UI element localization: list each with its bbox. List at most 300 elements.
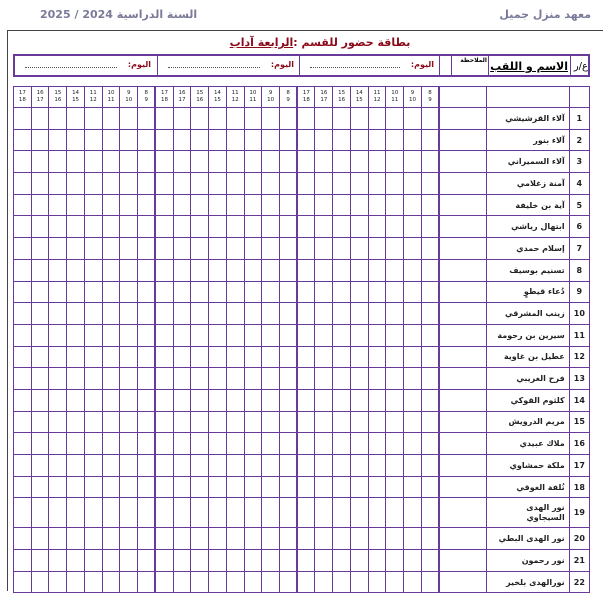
attendance-cell[interactable] bbox=[297, 129, 315, 151]
attendance-cell[interactable] bbox=[191, 173, 209, 195]
attendance-cell[interactable] bbox=[297, 389, 315, 411]
attendance-cell[interactable] bbox=[191, 129, 209, 151]
attendance-cell[interactable] bbox=[14, 476, 32, 498]
attendance-cell[interactable] bbox=[31, 303, 49, 325]
attendance-cell[interactable] bbox=[315, 368, 333, 390]
attendance-cell[interactable] bbox=[14, 528, 32, 550]
attendance-cell[interactable] bbox=[297, 108, 315, 130]
attendance-cell[interactable] bbox=[262, 346, 280, 368]
attendance-cell[interactable] bbox=[404, 216, 422, 238]
attendance-cell[interactable] bbox=[84, 324, 102, 346]
attendance-cell[interactable] bbox=[262, 368, 280, 390]
attendance-cell[interactable] bbox=[262, 173, 280, 195]
attendance-cell[interactable] bbox=[173, 281, 191, 303]
attendance-cell[interactable] bbox=[333, 346, 351, 368]
attendance-cell[interactable] bbox=[49, 368, 67, 390]
attendance-cell[interactable] bbox=[49, 389, 67, 411]
attendance-cell[interactable] bbox=[191, 368, 209, 390]
attendance-cell[interactable] bbox=[173, 259, 191, 281]
attendance-cell[interactable] bbox=[350, 498, 368, 528]
attendance-cell[interactable] bbox=[226, 238, 244, 260]
attendance-cell[interactable] bbox=[244, 173, 262, 195]
attendance-cell[interactable] bbox=[173, 411, 191, 433]
attendance-cell[interactable] bbox=[84, 550, 102, 572]
attendance-cell[interactable] bbox=[173, 303, 191, 325]
attendance-cell[interactable] bbox=[350, 173, 368, 195]
attendance-cell[interactable] bbox=[244, 550, 262, 572]
attendance-cell[interactable] bbox=[84, 194, 102, 216]
day-field-2[interactable] bbox=[157, 56, 300, 75]
day-field-1[interactable] bbox=[299, 56, 440, 75]
attendance-cell[interactable] bbox=[315, 238, 333, 260]
attendance-cell[interactable] bbox=[404, 324, 422, 346]
attendance-cell[interactable] bbox=[102, 173, 120, 195]
attendance-cell[interactable] bbox=[368, 151, 386, 173]
attendance-cell[interactable] bbox=[84, 173, 102, 195]
attendance-cell[interactable] bbox=[280, 433, 298, 455]
attendance-cell[interactable] bbox=[138, 281, 156, 303]
attendance-cell[interactable] bbox=[84, 281, 102, 303]
note-cell[interactable] bbox=[439, 455, 486, 477]
attendance-cell[interactable] bbox=[49, 129, 67, 151]
note-cell[interactable] bbox=[439, 259, 486, 281]
attendance-cell[interactable] bbox=[31, 216, 49, 238]
attendance-cell[interactable] bbox=[421, 368, 439, 390]
attendance-cell[interactable] bbox=[244, 411, 262, 433]
attendance-cell[interactable] bbox=[404, 476, 422, 498]
attendance-cell[interactable] bbox=[315, 498, 333, 528]
attendance-cell[interactable] bbox=[102, 476, 120, 498]
attendance-cell[interactable] bbox=[315, 389, 333, 411]
attendance-cell[interactable] bbox=[297, 303, 315, 325]
attendance-cell[interactable] bbox=[138, 151, 156, 173]
attendance-cell[interactable] bbox=[386, 238, 404, 260]
attendance-cell[interactable] bbox=[280, 129, 298, 151]
attendance-cell[interactable] bbox=[120, 129, 138, 151]
attendance-cell[interactable] bbox=[155, 238, 173, 260]
attendance-cell[interactable] bbox=[209, 498, 227, 528]
attendance-cell[interactable] bbox=[350, 129, 368, 151]
attendance-cell[interactable] bbox=[173, 108, 191, 130]
attendance-cell[interactable] bbox=[138, 129, 156, 151]
attendance-cell[interactable] bbox=[368, 498, 386, 528]
attendance-cell[interactable] bbox=[244, 259, 262, 281]
note-cell[interactable] bbox=[439, 324, 486, 346]
attendance-cell[interactable] bbox=[14, 389, 32, 411]
attendance-cell[interactable] bbox=[49, 433, 67, 455]
note-cell[interactable] bbox=[439, 368, 486, 390]
attendance-cell[interactable] bbox=[14, 324, 32, 346]
attendance-cell[interactable] bbox=[315, 108, 333, 130]
attendance-cell[interactable] bbox=[244, 108, 262, 130]
attendance-cell[interactable] bbox=[386, 498, 404, 528]
attendance-cell[interactable] bbox=[386, 108, 404, 130]
attendance-cell[interactable] bbox=[14, 550, 32, 572]
attendance-cell[interactable] bbox=[102, 194, 120, 216]
attendance-cell[interactable] bbox=[280, 476, 298, 498]
attendance-cell[interactable] bbox=[209, 173, 227, 195]
attendance-cell[interactable] bbox=[297, 498, 315, 528]
attendance-cell[interactable] bbox=[421, 173, 439, 195]
attendance-cell[interactable] bbox=[155, 411, 173, 433]
attendance-cell[interactable] bbox=[333, 129, 351, 151]
attendance-cell[interactable] bbox=[244, 194, 262, 216]
attendance-cell[interactable] bbox=[120, 108, 138, 130]
attendance-cell[interactable] bbox=[155, 151, 173, 173]
attendance-cell[interactable] bbox=[102, 528, 120, 550]
attendance-cell[interactable] bbox=[191, 528, 209, 550]
attendance-cell[interactable] bbox=[102, 346, 120, 368]
attendance-cell[interactable] bbox=[31, 346, 49, 368]
attendance-cell[interactable] bbox=[102, 324, 120, 346]
note-cell[interactable] bbox=[439, 528, 486, 550]
attendance-cell[interactable] bbox=[14, 216, 32, 238]
attendance-cell[interactable] bbox=[404, 259, 422, 281]
attendance-cell[interactable] bbox=[209, 108, 227, 130]
attendance-cell[interactable] bbox=[173, 324, 191, 346]
attendance-cell[interactable] bbox=[191, 389, 209, 411]
note-cell[interactable] bbox=[439, 173, 486, 195]
attendance-cell[interactable] bbox=[350, 108, 368, 130]
attendance-cell[interactable] bbox=[297, 324, 315, 346]
attendance-cell[interactable] bbox=[67, 259, 85, 281]
attendance-cell[interactable] bbox=[315, 433, 333, 455]
attendance-cell[interactable] bbox=[155, 194, 173, 216]
attendance-cell[interactable] bbox=[155, 550, 173, 572]
attendance-cell[interactable] bbox=[226, 346, 244, 368]
attendance-cell[interactable] bbox=[138, 238, 156, 260]
attendance-cell[interactable] bbox=[262, 281, 280, 303]
attendance-cell[interactable] bbox=[404, 411, 422, 433]
attendance-cell[interactable] bbox=[209, 151, 227, 173]
attendance-cell[interactable] bbox=[31, 173, 49, 195]
attendance-cell[interactable] bbox=[262, 498, 280, 528]
attendance-cell[interactable] bbox=[280, 368, 298, 390]
attendance-cell[interactable] bbox=[368, 259, 386, 281]
attendance-cell[interactable] bbox=[315, 151, 333, 173]
attendance-cell[interactable] bbox=[138, 528, 156, 550]
attendance-cell[interactable] bbox=[297, 528, 315, 550]
attendance-cell[interactable] bbox=[226, 455, 244, 477]
attendance-cell[interactable] bbox=[155, 281, 173, 303]
attendance-cell[interactable] bbox=[350, 303, 368, 325]
attendance-cell[interactable] bbox=[421, 455, 439, 477]
attendance-cell[interactable] bbox=[315, 476, 333, 498]
attendance-cell[interactable] bbox=[244, 455, 262, 477]
attendance-cell[interactable] bbox=[404, 151, 422, 173]
attendance-cell[interactable] bbox=[226, 194, 244, 216]
attendance-cell[interactable] bbox=[244, 151, 262, 173]
note-cell[interactable] bbox=[439, 303, 486, 325]
attendance-cell[interactable] bbox=[67, 476, 85, 498]
attendance-cell[interactable] bbox=[404, 368, 422, 390]
attendance-cell[interactable] bbox=[14, 346, 32, 368]
attendance-cell[interactable] bbox=[14, 238, 32, 260]
attendance-cell[interactable] bbox=[315, 259, 333, 281]
attendance-cell[interactable] bbox=[209, 389, 227, 411]
attendance-cell[interactable] bbox=[67, 411, 85, 433]
attendance-cell[interactable] bbox=[67, 151, 85, 173]
attendance-cell[interactable] bbox=[226, 173, 244, 195]
attendance-cell[interactable] bbox=[102, 411, 120, 433]
attendance-cell[interactable] bbox=[49, 455, 67, 477]
attendance-cell[interactable] bbox=[315, 216, 333, 238]
note-cell[interactable] bbox=[439, 194, 486, 216]
attendance-cell[interactable] bbox=[14, 498, 32, 528]
attendance-cell[interactable] bbox=[191, 281, 209, 303]
attendance-cell[interactable] bbox=[138, 173, 156, 195]
attendance-cell[interactable] bbox=[421, 281, 439, 303]
attendance-cell[interactable] bbox=[209, 303, 227, 325]
attendance-cell[interactable] bbox=[315, 281, 333, 303]
attendance-cell[interactable] bbox=[14, 194, 32, 216]
attendance-cell[interactable] bbox=[244, 346, 262, 368]
attendance-cell[interactable] bbox=[14, 455, 32, 477]
attendance-cell[interactable] bbox=[262, 216, 280, 238]
attendance-cell[interactable] bbox=[173, 173, 191, 195]
attendance-cell[interactable] bbox=[31, 389, 49, 411]
attendance-cell[interactable] bbox=[209, 259, 227, 281]
attendance-cell[interactable] bbox=[191, 108, 209, 130]
attendance-cell[interactable] bbox=[209, 476, 227, 498]
attendance-cell[interactable] bbox=[262, 550, 280, 572]
attendance-cell[interactable] bbox=[14, 151, 32, 173]
attendance-cell[interactable] bbox=[421, 324, 439, 346]
attendance-cell[interactable] bbox=[386, 528, 404, 550]
attendance-cell[interactable] bbox=[333, 216, 351, 238]
attendance-cell[interactable] bbox=[102, 389, 120, 411]
attendance-cell[interactable] bbox=[280, 324, 298, 346]
attendance-cell[interactable] bbox=[209, 216, 227, 238]
attendance-cell[interactable] bbox=[421, 389, 439, 411]
attendance-cell[interactable] bbox=[350, 324, 368, 346]
attendance-cell[interactable] bbox=[244, 129, 262, 151]
note-cell[interactable] bbox=[439, 346, 486, 368]
attendance-cell[interactable] bbox=[191, 550, 209, 572]
attendance-cell[interactable] bbox=[368, 129, 386, 151]
attendance-cell[interactable] bbox=[368, 550, 386, 572]
attendance-cell[interactable] bbox=[226, 498, 244, 528]
attendance-cell[interactable] bbox=[31, 238, 49, 260]
attendance-cell[interactable] bbox=[333, 303, 351, 325]
attendance-cell[interactable] bbox=[209, 346, 227, 368]
attendance-cell[interactable] bbox=[173, 129, 191, 151]
attendance-cell[interactable] bbox=[67, 194, 85, 216]
attendance-cell[interactable] bbox=[350, 550, 368, 572]
attendance-cell[interactable] bbox=[191, 346, 209, 368]
attendance-cell[interactable] bbox=[209, 281, 227, 303]
attendance-cell[interactable] bbox=[333, 411, 351, 433]
attendance-cell[interactable] bbox=[368, 281, 386, 303]
attendance-cell[interactable] bbox=[49, 476, 67, 498]
attendance-cell[interactable] bbox=[138, 303, 156, 325]
attendance-cell[interactable] bbox=[120, 216, 138, 238]
attendance-cell[interactable] bbox=[102, 368, 120, 390]
attendance-cell[interactable] bbox=[297, 216, 315, 238]
attendance-cell[interactable] bbox=[244, 368, 262, 390]
attendance-cell[interactable] bbox=[138, 108, 156, 130]
attendance-cell[interactable] bbox=[315, 324, 333, 346]
attendance-cell[interactable] bbox=[209, 550, 227, 572]
attendance-cell[interactable] bbox=[49, 324, 67, 346]
attendance-cell[interactable] bbox=[14, 303, 32, 325]
attendance-cell[interactable] bbox=[14, 281, 32, 303]
attendance-cell[interactable] bbox=[191, 476, 209, 498]
attendance-cell[interactable] bbox=[84, 151, 102, 173]
attendance-cell[interactable] bbox=[262, 108, 280, 130]
attendance-cell[interactable] bbox=[84, 216, 102, 238]
attendance-cell[interactable] bbox=[226, 129, 244, 151]
attendance-cell[interactable] bbox=[421, 303, 439, 325]
attendance-cell[interactable] bbox=[67, 455, 85, 477]
attendance-cell[interactable] bbox=[350, 346, 368, 368]
attendance-cell[interactable] bbox=[280, 550, 298, 572]
attendance-cell[interactable] bbox=[84, 303, 102, 325]
attendance-cell[interactable] bbox=[120, 238, 138, 260]
attendance-cell[interactable] bbox=[368, 528, 386, 550]
attendance-cell[interactable] bbox=[421, 411, 439, 433]
attendance-cell[interactable] bbox=[404, 550, 422, 572]
attendance-cell[interactable] bbox=[421, 259, 439, 281]
attendance-cell[interactable] bbox=[386, 151, 404, 173]
attendance-cell[interactable] bbox=[262, 238, 280, 260]
attendance-cell[interactable] bbox=[244, 476, 262, 498]
attendance-cell[interactable] bbox=[350, 216, 368, 238]
attendance-cell[interactable] bbox=[155, 498, 173, 528]
attendance-cell[interactable] bbox=[49, 303, 67, 325]
attendance-cell[interactable] bbox=[404, 346, 422, 368]
attendance-cell[interactable] bbox=[120, 498, 138, 528]
attendance-cell[interactable] bbox=[386, 455, 404, 477]
attendance-cell[interactable] bbox=[173, 368, 191, 390]
attendance-cell[interactable] bbox=[333, 151, 351, 173]
attendance-cell[interactable] bbox=[84, 433, 102, 455]
attendance-cell[interactable] bbox=[102, 129, 120, 151]
attendance-cell[interactable] bbox=[404, 389, 422, 411]
attendance-cell[interactable] bbox=[31, 281, 49, 303]
attendance-cell[interactable] bbox=[102, 108, 120, 130]
attendance-cell[interactable] bbox=[155, 216, 173, 238]
attendance-cell[interactable] bbox=[49, 173, 67, 195]
attendance-cell[interactable] bbox=[315, 550, 333, 572]
attendance-cell[interactable] bbox=[297, 550, 315, 572]
attendance-cell[interactable] bbox=[350, 389, 368, 411]
attendance-cell[interactable] bbox=[368, 173, 386, 195]
attendance-cell[interactable] bbox=[421, 129, 439, 151]
attendance-cell[interactable] bbox=[67, 324, 85, 346]
attendance-cell[interactable] bbox=[315, 411, 333, 433]
attendance-cell[interactable] bbox=[155, 455, 173, 477]
attendance-cell[interactable] bbox=[386, 303, 404, 325]
attendance-cell[interactable] bbox=[297, 455, 315, 477]
attendance-cell[interactable] bbox=[297, 433, 315, 455]
attendance-cell[interactable] bbox=[280, 151, 298, 173]
attendance-cell[interactable] bbox=[31, 259, 49, 281]
attendance-cell[interactable] bbox=[244, 281, 262, 303]
attendance-cell[interactable] bbox=[14, 411, 32, 433]
attendance-cell[interactable] bbox=[262, 194, 280, 216]
attendance-cell[interactable] bbox=[191, 433, 209, 455]
attendance-cell[interactable] bbox=[155, 346, 173, 368]
attendance-cell[interactable] bbox=[102, 259, 120, 281]
attendance-cell[interactable] bbox=[31, 498, 49, 528]
attendance-cell[interactable] bbox=[67, 216, 85, 238]
attendance-cell[interactable] bbox=[368, 108, 386, 130]
attendance-cell[interactable] bbox=[368, 303, 386, 325]
attendance-cell[interactable] bbox=[315, 129, 333, 151]
attendance-cell[interactable] bbox=[404, 108, 422, 130]
attendance-cell[interactable] bbox=[262, 151, 280, 173]
attendance-cell[interactable] bbox=[226, 433, 244, 455]
attendance-cell[interactable] bbox=[368, 368, 386, 390]
attendance-cell[interactable] bbox=[404, 498, 422, 528]
attendance-cell[interactable] bbox=[333, 455, 351, 477]
attendance-cell[interactable] bbox=[226, 528, 244, 550]
attendance-cell[interactable] bbox=[191, 151, 209, 173]
attendance-cell[interactable] bbox=[138, 455, 156, 477]
attendance-cell[interactable] bbox=[31, 151, 49, 173]
attendance-cell[interactable] bbox=[84, 455, 102, 477]
attendance-cell[interactable] bbox=[102, 303, 120, 325]
attendance-cell[interactable] bbox=[84, 411, 102, 433]
attendance-cell[interactable] bbox=[209, 238, 227, 260]
attendance-cell[interactable] bbox=[138, 550, 156, 572]
attendance-cell[interactable] bbox=[209, 194, 227, 216]
attendance-cell[interactable] bbox=[191, 303, 209, 325]
attendance-cell[interactable] bbox=[67, 389, 85, 411]
attendance-cell[interactable] bbox=[67, 368, 85, 390]
attendance-cell[interactable] bbox=[262, 303, 280, 325]
attendance-cell[interactable] bbox=[421, 194, 439, 216]
attendance-cell[interactable] bbox=[120, 346, 138, 368]
attendance-cell[interactable] bbox=[386, 476, 404, 498]
attendance-cell[interactable] bbox=[280, 303, 298, 325]
attendance-cell[interactable] bbox=[102, 433, 120, 455]
attendance-cell[interactable] bbox=[333, 389, 351, 411]
attendance-cell[interactable] bbox=[280, 455, 298, 477]
attendance-cell[interactable] bbox=[350, 281, 368, 303]
attendance-cell[interactable] bbox=[421, 433, 439, 455]
attendance-cell[interactable] bbox=[386, 433, 404, 455]
attendance-cell[interactable] bbox=[173, 151, 191, 173]
attendance-cell[interactable] bbox=[350, 151, 368, 173]
attendance-cell[interactable] bbox=[421, 238, 439, 260]
attendance-cell[interactable] bbox=[67, 528, 85, 550]
attendance-cell[interactable] bbox=[421, 550, 439, 572]
attendance-cell[interactable] bbox=[368, 476, 386, 498]
attendance-cell[interactable] bbox=[297, 346, 315, 368]
attendance-cell[interactable] bbox=[386, 368, 404, 390]
attendance-cell[interactable] bbox=[226, 108, 244, 130]
attendance-cell[interactable] bbox=[404, 303, 422, 325]
attendance-cell[interactable] bbox=[280, 259, 298, 281]
attendance-cell[interactable] bbox=[226, 411, 244, 433]
attendance-cell[interactable] bbox=[262, 129, 280, 151]
attendance-cell[interactable] bbox=[84, 368, 102, 390]
attendance-cell[interactable] bbox=[421, 476, 439, 498]
attendance-cell[interactable] bbox=[155, 259, 173, 281]
attendance-cell[interactable] bbox=[31, 433, 49, 455]
attendance-cell[interactable] bbox=[226, 259, 244, 281]
attendance-cell[interactable] bbox=[31, 411, 49, 433]
attendance-cell[interactable] bbox=[386, 346, 404, 368]
attendance-cell[interactable] bbox=[404, 194, 422, 216]
attendance-cell[interactable] bbox=[404, 129, 422, 151]
attendance-cell[interactable] bbox=[404, 173, 422, 195]
day-field-3[interactable] bbox=[15, 56, 157, 75]
attendance-cell[interactable] bbox=[368, 238, 386, 260]
attendance-cell[interactable] bbox=[368, 324, 386, 346]
